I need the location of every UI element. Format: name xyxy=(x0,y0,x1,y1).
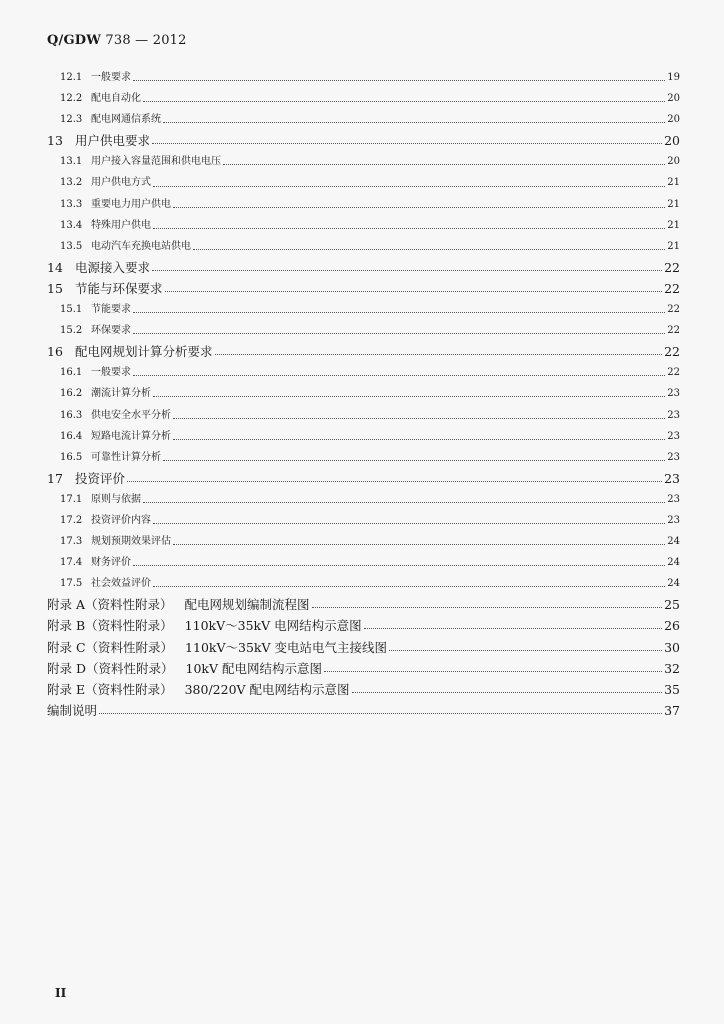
toc-entry-title: 节能与环保要求 xyxy=(75,280,163,296)
toc-entry-number: 附录 B（资料性附录） xyxy=(47,618,173,634)
toc-entry-number: 17.3 xyxy=(60,536,83,548)
dot-leader xyxy=(173,439,665,440)
toc-entry-title: 一般要求 xyxy=(91,367,131,379)
toc-entry-number: 12.1 xyxy=(60,72,83,83)
toc-entry[interactable] xyxy=(47,362,680,383)
toc-entry[interactable] xyxy=(47,88,680,109)
document-header xyxy=(47,33,187,48)
toc-entry[interactable] xyxy=(47,130,680,151)
toc-entry[interactable] xyxy=(47,236,680,257)
toc-entry-number: 附录 C（资料性附录） xyxy=(47,639,174,655)
toc-entry-title: 财务评价 xyxy=(91,557,131,569)
toc-entry-title: 短路电流计算分析 xyxy=(91,430,171,442)
toc-entry-title: 投资评价内容 xyxy=(91,514,151,526)
toc-entry-page: 37 xyxy=(664,702,680,718)
toc-entry-title: 110kV～35kV 变电站电气主接线图 xyxy=(185,639,387,655)
toc-entry-title: 配电网规划计算分析要求 xyxy=(75,344,213,360)
dot-leader xyxy=(133,333,665,334)
toc-entry-title: 用户供电方式 xyxy=(91,177,151,189)
dot-leader xyxy=(312,607,663,608)
dot-leader xyxy=(163,460,665,461)
toc-entry-number: 附录 E（资料性附录） xyxy=(47,681,173,697)
toc-entry[interactable] xyxy=(47,489,680,510)
dot-leader xyxy=(133,565,665,566)
toc-entry-title: 可靠性计算分析 xyxy=(91,451,161,463)
toc-entry[interactable] xyxy=(47,215,680,236)
dot-leader xyxy=(133,80,665,81)
toc-entry-title: 节能要求 xyxy=(91,304,131,316)
toc-entry-page: 20 xyxy=(667,93,680,105)
toc-entry-number: 15 xyxy=(47,280,63,296)
toc-entry-number: 12.2 xyxy=(60,93,83,105)
toc-entry-title: 投资评价 xyxy=(75,470,126,486)
toc-entry-page: 26 xyxy=(664,618,680,634)
toc-entry-page: 23 xyxy=(667,409,680,421)
standard-code: Q/GDW xyxy=(47,33,102,48)
toc-entry-page: 20 xyxy=(667,156,680,168)
toc-entry-page: 22 xyxy=(664,344,680,360)
toc-entry-page: 22 xyxy=(664,280,680,296)
dot-leader xyxy=(193,249,665,250)
toc-entry-page: 19 xyxy=(667,72,680,83)
page-number: II xyxy=(55,986,67,1000)
toc-entry-page: 23 xyxy=(667,514,680,526)
toc-entry-page: 32 xyxy=(664,660,680,676)
toc-entry-page: 21 xyxy=(667,219,680,231)
toc-entry-page: 23 xyxy=(667,430,680,442)
toc-entry-number: 16.5 xyxy=(60,451,83,463)
toc-entry-title: 电动汽车充换电站供电 xyxy=(91,240,191,252)
dot-leader xyxy=(153,186,665,187)
toc-entry[interactable] xyxy=(47,531,680,552)
toc-entry-number: 13.5 xyxy=(60,240,83,252)
toc-entry[interactable] xyxy=(47,172,680,193)
dot-leader xyxy=(352,692,663,693)
dot-leader xyxy=(153,396,665,397)
toc-entry[interactable] xyxy=(47,552,680,573)
toc-entry-title: 原则与依据 xyxy=(91,493,141,505)
toc-entry[interactable] xyxy=(47,257,680,278)
toc-entry[interactable] xyxy=(47,383,680,404)
toc-entry-number: 附录 A（资料性附录） xyxy=(47,597,173,613)
toc-entry-page: 22 xyxy=(667,325,680,337)
toc-entry-title: 潮流计算分析 xyxy=(91,388,151,400)
toc-entry[interactable] xyxy=(47,426,680,447)
toc-entry[interactable] xyxy=(47,447,680,468)
toc-entry-title: 380/220V 配电网结构示意图 xyxy=(184,681,350,697)
toc-entry-number: 15.1 xyxy=(60,304,83,316)
toc-entry-page: 23 xyxy=(667,451,680,463)
toc-entry-number: 16.4 xyxy=(60,430,83,442)
toc-entry[interactable] xyxy=(47,67,680,88)
toc-entry[interactable] xyxy=(47,194,680,215)
dot-leader xyxy=(99,713,662,714)
standard-number: 738 xyxy=(105,33,131,48)
toc-entry-page: 21 xyxy=(667,177,680,189)
dot-leader xyxy=(173,207,665,208)
toc-entry-number: 附录 D（资料性附录） xyxy=(47,660,174,676)
dot-leader xyxy=(165,291,663,292)
toc-entry-title: 用户供电要求 xyxy=(75,133,151,149)
toc-entry-title: 重要电力用户供电 xyxy=(91,198,171,210)
dot-leader xyxy=(143,502,665,503)
toc-entry-number: 13.2 xyxy=(60,177,83,189)
toc-entry[interactable] xyxy=(47,278,680,299)
toc-entry-page: 24 xyxy=(667,578,680,590)
toc-entry-number: 16 xyxy=(47,344,63,360)
dot-leader xyxy=(389,650,662,651)
toc-entry-number: 13.4 xyxy=(60,219,83,231)
toc-entry-page: 30 xyxy=(664,639,680,655)
toc-entry-number: 13 xyxy=(47,133,63,149)
toc-entry-page: 25 xyxy=(664,597,680,613)
toc-entry-number: 17.2 xyxy=(60,514,83,526)
dot-leader xyxy=(364,628,662,629)
toc-entry-number: 12.3 xyxy=(60,114,83,126)
dot-leader xyxy=(215,354,663,355)
toc-entry[interactable] xyxy=(47,679,680,700)
toc-entry-page: 23 xyxy=(664,470,680,486)
toc-entry[interactable] xyxy=(47,341,680,362)
toc-entry-page: 23 xyxy=(667,493,680,505)
toc-entry-page: 22 xyxy=(664,259,680,275)
dot-leader xyxy=(163,122,665,123)
standard-year: 2012 xyxy=(152,33,187,48)
toc-entry-title: 社会效益评价 xyxy=(91,578,151,590)
dot-leader xyxy=(143,101,665,102)
toc-entry-title: 供电安全水平分析 xyxy=(91,409,171,421)
toc-entry-number: 16.1 xyxy=(60,367,83,379)
toc-entry[interactable] xyxy=(47,700,680,721)
toc-entry[interactable] xyxy=(47,320,680,341)
toc-entry-title: 10kV 配电网结构示意图 xyxy=(185,660,322,676)
dot-leader xyxy=(127,481,662,482)
toc-entry-number: 17.4 xyxy=(60,557,83,569)
toc-entry[interactable] xyxy=(47,109,680,130)
toc-entry-number: 13.3 xyxy=(60,198,83,210)
toc-entry[interactable] xyxy=(47,405,680,426)
toc-entry-number: 16.3 xyxy=(60,409,83,421)
toc-entry[interactable] xyxy=(47,468,680,489)
toc-entry-number: 17.1 xyxy=(60,493,83,505)
toc-entry-number: 13.1 xyxy=(60,156,83,168)
dot-leader xyxy=(173,418,665,419)
toc-entry-title: 电源接入要求 xyxy=(75,259,151,275)
dot-leader xyxy=(153,228,665,229)
dot-leader xyxy=(133,312,665,313)
toc-entry-page: 20 xyxy=(667,114,680,126)
toc-entry-page: 22 xyxy=(667,367,680,379)
toc-entry-title: 环保要求 xyxy=(91,325,131,337)
toc-entry-number: 17.5 xyxy=(60,578,83,590)
toc-entry-page: 23 xyxy=(667,388,680,400)
toc-entry-page: 24 xyxy=(667,557,680,569)
toc-entry-title: 编制说明 xyxy=(47,702,98,718)
toc-entry-title: 配电网规划编制流程图 xyxy=(184,597,310,613)
dot-leader xyxy=(152,143,662,144)
toc-entry-page: 35 xyxy=(664,681,680,697)
toc-entry-title: 110kV～35kV 电网结构示意图 xyxy=(184,618,362,634)
toc-entry-title: 用户接入容量范围和供电电压 xyxy=(91,156,221,168)
toc-entry-title: 规划预期效果评估 xyxy=(91,536,171,548)
toc-entry-number: 16.2 xyxy=(60,388,83,400)
dot-leader xyxy=(173,544,665,545)
toc-entry-page: 20 xyxy=(664,133,680,149)
toc-entry[interactable] xyxy=(47,510,680,531)
toc-entry[interactable] xyxy=(47,658,680,679)
toc-entry[interactable] xyxy=(47,299,680,320)
header-dash: — xyxy=(135,33,149,48)
dot-leader xyxy=(153,523,665,524)
toc-entry[interactable] xyxy=(47,151,680,172)
toc-entry-page: 21 xyxy=(667,198,680,210)
toc-entry-number: 14 xyxy=(47,259,63,275)
toc-entry[interactable] xyxy=(47,637,680,658)
toc-entry-title: 配电网通信系统 xyxy=(91,114,161,126)
table-of-contents xyxy=(47,67,680,721)
toc-entry[interactable] xyxy=(47,573,680,594)
toc-entry-title: 配电自动化 xyxy=(91,93,141,105)
toc-entry-title: 特殊用户供电 xyxy=(91,219,151,231)
toc-entry-page: 22 xyxy=(667,304,680,316)
dot-leader xyxy=(324,671,662,672)
toc-entry-number: 17 xyxy=(47,470,63,486)
dot-leader xyxy=(223,164,665,165)
toc-entry-number: 15.2 xyxy=(60,325,83,337)
toc-entry[interactable] xyxy=(47,594,680,615)
toc-entry-page: 21 xyxy=(667,240,680,252)
toc-entry-title: 一般要求 xyxy=(91,72,131,83)
dot-leader xyxy=(133,375,665,376)
dot-leader xyxy=(153,586,665,587)
dot-leader xyxy=(152,270,662,271)
toc-entry-page: 24 xyxy=(667,536,680,548)
toc-entry[interactable] xyxy=(47,615,680,636)
